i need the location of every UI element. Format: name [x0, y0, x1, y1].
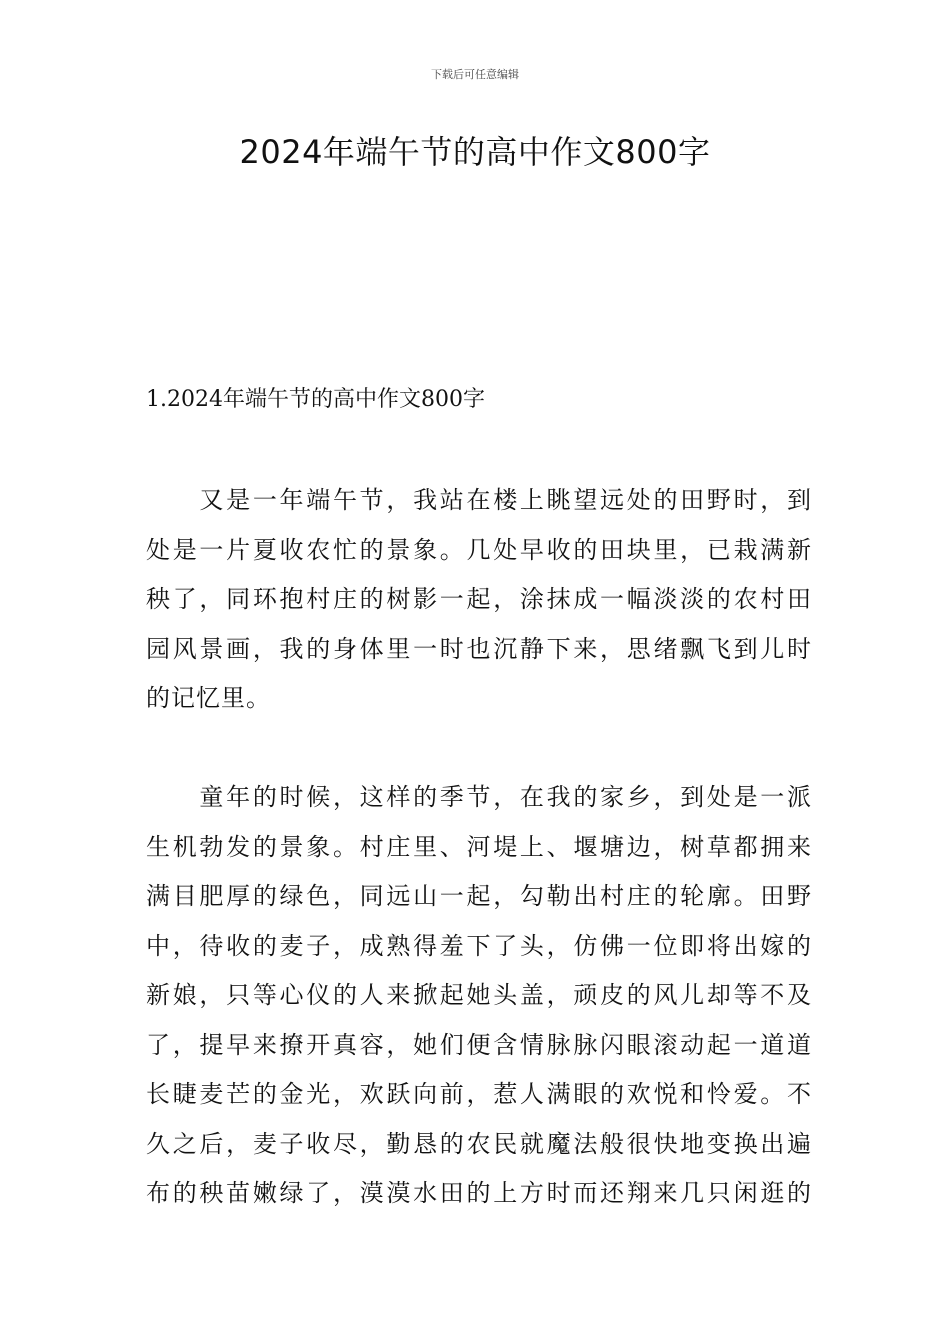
- paragraph-line: 新娘，只等心仪的人来掀起她头盖，顽皮的风儿却等不及: [146, 981, 812, 1009]
- paragraph-line: 秧了，同环抱村庄的树影一起，涂抹成一幅淡淡的农村田: [146, 585, 812, 613]
- paragraph-line: 的记忆里。: [146, 684, 271, 712]
- header-note: 下载后可任意编辑: [431, 68, 519, 81]
- paragraph-line: 童年的时候，这样的季节，在我的家乡，到处是一派: [146, 783, 812, 811]
- paragraph-line: 处是一片夏收农忙的景象。几处早收的田块里，已栽满新: [146, 535, 812, 564]
- paragraph-line: 久之后，麦子收尽，勤恳的农民就魔法般很快地变换出遍: [146, 1129, 812, 1158]
- paragraph-line: 布的秧苗嫩绿了，漠漠水田的上方时而还翔来几只闲逛的: [146, 1179, 812, 1207]
- paragraph-line: 满目肥厚的绿色，同远山一起，勾勒出村庄的轮廓。田野: [146, 882, 812, 910]
- paragraph-1: [146, 476, 812, 724]
- paragraph-line: 了，提早来撩开真容，她们便含情脉脉闪眼滚动起一道道: [146, 1030, 812, 1059]
- paragraph-2: [146, 773, 812, 1219]
- paragraph-line: 长睫麦芒的金光，欢跃向前，惹人满眼的欢悦和怜爱。不: [146, 1080, 812, 1108]
- paragraph-line: 生机勃发的景象。村庄里、河堤上、堰塘边，树草都拥来: [146, 832, 812, 861]
- paragraph-line: 又是一年端午节，我站在楼上眺望远处的田野时，到: [146, 486, 812, 514]
- document-title: 2024年端午节的高中作文800字: [239, 133, 711, 171]
- paragraph-line: 中，待收的麦子，成熟得羞下了头，仿佛一位即将出嫁的: [146, 931, 812, 960]
- paragraph-line: 园风景画，我的身体里一时也沉静下来，思绪飘飞到儿时: [146, 634, 812, 663]
- section-heading: 1.2024年端午节的高中作文800字: [146, 387, 485, 412]
